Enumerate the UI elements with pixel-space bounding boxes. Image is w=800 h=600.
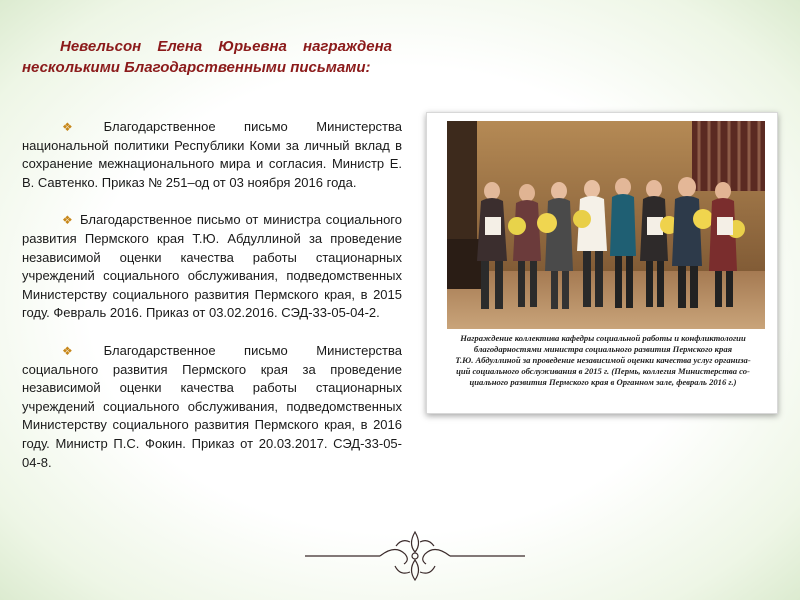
letter-item — [22, 342, 402, 472]
flourish-ornament-icon — [300, 526, 530, 586]
caption-line: циального развития Пермского края в Органном зале, февраль 2016 г.) — [469, 377, 737, 387]
photo-card — [426, 112, 778, 414]
caption-line: ций социального обслуживания в 2015 г. (Пермь, коллегия Министерства со- — [456, 366, 750, 376]
award-photo-illustration — [447, 121, 765, 329]
caption-line: Награждение коллектива кафедры социальной работы и конфликтологии — [460, 333, 746, 343]
page-title: Невельсон Елена Юрьевна награждена несколькими Благодарственными письмами: — [22, 38, 392, 76]
diamond-bullet-icon: ❖ — [62, 343, 98, 358]
letter-item — [22, 118, 402, 192]
diamond-bullet-icon: ❖ — [62, 213, 75, 228]
letter-text: Благодарственное письмо Министерства социального развития Пермского края за проведение независимой оценки качества работы стационарных учреждений социального обслуживания, подведомственных Министерству социального развития Пермского края, в 2016 году. Министр П.С. Фокин. Приказ от 20.03.2017. СЭД-33-05-04-8. — [22, 342, 402, 470]
caption-line: благодарностями министра социального развития Пермского края — [473, 344, 733, 354]
letters-list — [22, 118, 402, 491]
photo-caption — [437, 333, 769, 388]
letter-item — [22, 211, 402, 323]
letter-text: Благодарственное письмо Министерства национальной политики Республики Коми за личный вклад в сохранение межнационального мира и согласия. Министр Е. В. Савтенко. Приказ № 251–од от 03 ноября 2016 года. — [22, 119, 402, 190]
award-photo — [447, 121, 765, 329]
caption-line: Т.Ю. Абдуллиной за проведение независимой оценки качества услуг организа- — [455, 355, 751, 365]
diamond-bullet-icon: ❖ — [62, 120, 98, 134]
letter-text: Благодарственное письмо от министра социального развития Пермского края Т.Ю. Абдуллиной за проведение независимой оценки качества работы стационарных учреждений социального обслуживания, подведомственных Министерству социального развития Пермского края, в 2015 году. Февраль 2016. Приказ от 03.02.2016. СЭД-33-05-04-2. — [22, 212, 402, 321]
